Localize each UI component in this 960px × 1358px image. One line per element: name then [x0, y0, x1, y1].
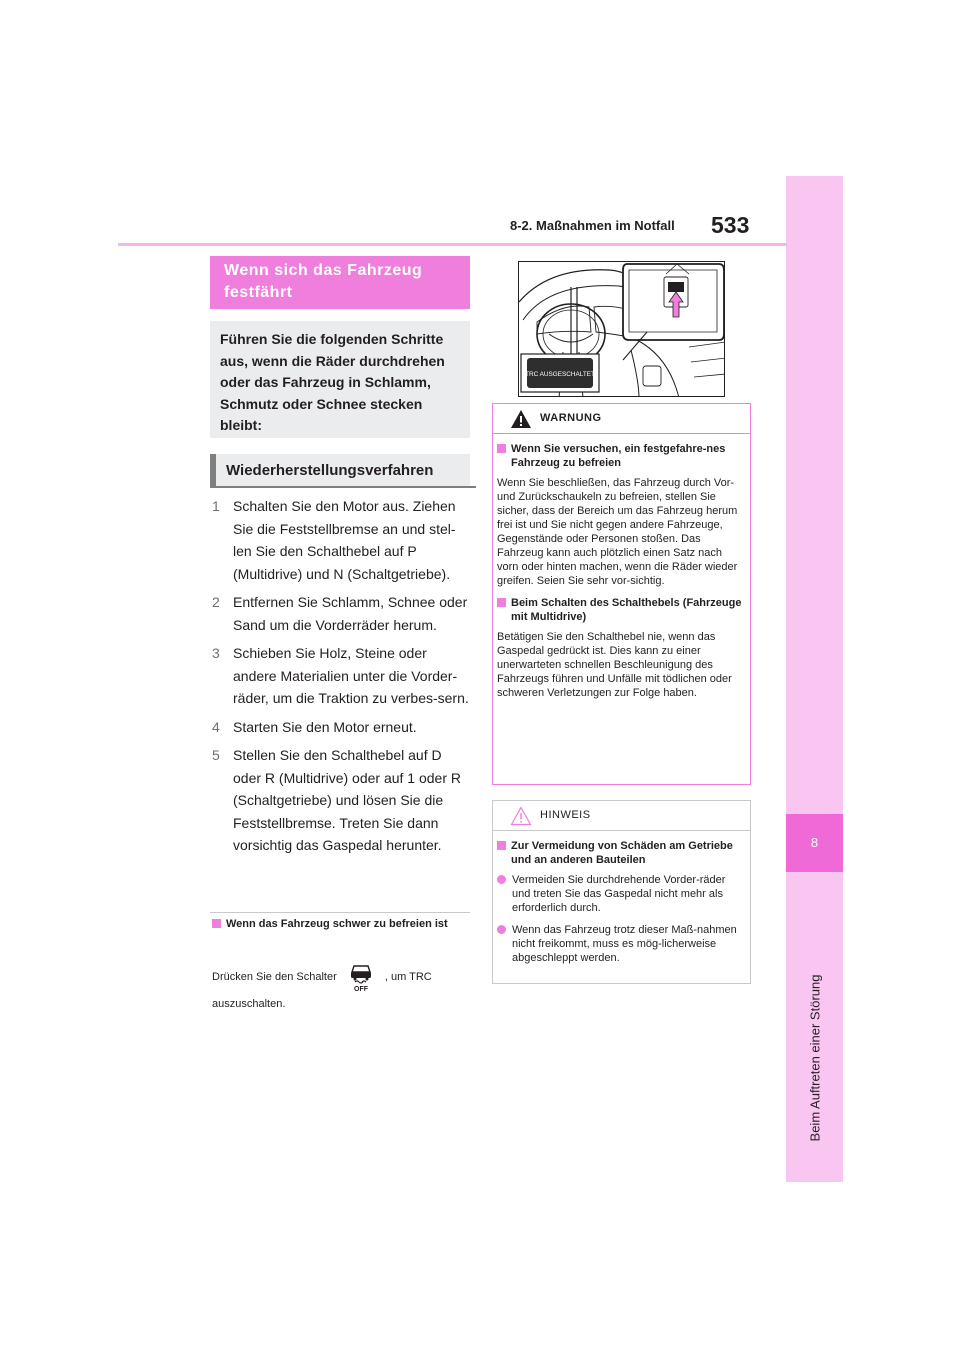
step-text: Schieben Sie Holz, Steine oder andere Materialien unter die Vorder-räder, um die Traktion zu verbes-sern. [233, 645, 469, 706]
warning-label: WARNUNG [540, 412, 602, 424]
warning-box [492, 403, 751, 785]
note-box [492, 800, 751, 984]
step-number: 1 [212, 498, 220, 514]
topic-title: Wenn sich das Fahrzeug festfährt [210, 256, 470, 309]
page-number: 533 [711, 212, 750, 238]
note-header [493, 801, 750, 831]
warning-subtitle [497, 596, 742, 624]
step-item [212, 716, 470, 739]
warning-subtitle-text: Wenn Sie versuchen, ein festgefahre-nes Fahrzeug zu befreien [511, 443, 726, 469]
trc-off-icon [346, 962, 376, 992]
step-number: 4 [212, 718, 220, 735]
svg-text:OFF: OFF [353, 986, 368, 992]
square-bullet-icon [497, 598, 506, 607]
round-bullet-icon [497, 875, 506, 884]
square-bullet-icon [497, 444, 506, 453]
hint-text-before: Drücken Sie den Schalter [212, 970, 337, 983]
warning-body [493, 434, 750, 700]
step-item [212, 642, 470, 710]
note-subtitle [497, 839, 742, 867]
square-bullet-icon [497, 841, 506, 850]
note-item [497, 873, 742, 915]
dashboard-drawing [519, 262, 725, 397]
steps-list [212, 495, 470, 863]
round-bullet-icon [497, 925, 506, 934]
procedure-heading: Wiederherstellungsverfahren [210, 454, 470, 488]
warning-triangle-icon [510, 409, 532, 429]
intro-text: Führen Sie die folgenden Schritte aus, wenn die Räder durchdrehen oder das Fahrzeug in Schlamm, Schmutz oder Schnee stecken bleibt: [210, 321, 470, 438]
hint-text-after: , um TRC [384, 970, 432, 983]
section-reference: 8-2. Maßnahmen im Notfall [510, 218, 675, 233]
step-text: Starten Sie den Motor erneut. [233, 718, 417, 735]
header-rule [118, 243, 787, 246]
warning-paragraph: Wenn Sie beschließen, das Fahrzeug durch Vor- und Zurückschaukeln zu befreien, stellen Sie sicher, dass der Bereich um das Fahrzeug herum frei ist und Sie nicht gegen andere Fahrzeuge, Gegenstände oder Personen stoßen. Das Fahrzeug kann auch plötzlich einen Satz nach vorn oder hinten machen, wenn die Räder wieder greifen. Seien Sie sehr vor-sichtig. [497, 477, 738, 587]
note-body [493, 831, 750, 965]
note-subtitle-text: Zur Vermeidung von Schäden am Getriebe und an anderen Bauteilen [511, 840, 733, 866]
svg-text:TRC AUSGESCHALTET: TRC AUSGESCHALTET [525, 371, 595, 378]
hint-title [212, 917, 470, 931]
step-item [212, 591, 470, 636]
step-text: Schalten Sie den Motor aus. Ziehen Sie die Feststellbremse an und stel-len Sie den Schalthebel auf P (Multidrive) und N (Schaltgetriebe). [233, 498, 456, 582]
hint-body [212, 962, 470, 1016]
warning-subtitle [497, 442, 742, 470]
step-text: Entfernen Sie Schlamm, Schnee oder Sand um die Vorderräder herum. [233, 594, 468, 633]
hint-text-end: auszuschalten. [212, 998, 286, 1010]
step-number: 3 [212, 645, 220, 661]
note-item-text: Wenn das Fahrzeug trotz dieser Maß-nahmen nicht freikommt, muss es mög-licherweise abgeschleppt werden. [512, 924, 737, 964]
warning-paragraph: Betätigen Sie den Schalthebel nie, wenn das Gaspedal gedrückt ist. Dies kann zu einer unerwarteten schnellen Beschleunigung des Fahrzeugs führen und Unfälle mit tödlichen oder schweren Verletzungen zur Folge haben. [497, 631, 732, 699]
step-number: 2 [212, 594, 220, 610]
note-item [497, 923, 742, 965]
note-label: HINWEIS [540, 809, 591, 821]
step-item [212, 744, 470, 857]
hint-title-text: Wenn das Fahrzeug schwer zu befreien ist [226, 918, 448, 930]
step-item [212, 495, 470, 585]
note-item-text: Vermeiden Sie durchdrehende Vorder-räder und treten Sie das Gaspedal nicht mehr als erforderlich durch. [512, 874, 726, 914]
chapter-number: 8 [786, 814, 843, 872]
square-bullet-icon [212, 919, 221, 928]
step-number: 5 [212, 747, 220, 763]
dashboard-illustration [518, 261, 725, 397]
warning-subtitle-text: Beim Schalten des Schalthebels (Fahrzeuge mit Multidrive) [511, 597, 742, 623]
warning-header [493, 404, 750, 434]
step-text: Stellen Sie den Schalthebel auf D oder R (Multidrive) oder auf 1 oder R (Schaltgetriebe) und lösen Sie die Feststellbremse. Treten Sie dann vorsichtig das Gaspedal herunter. [233, 747, 461, 853]
caution-triangle-icon [510, 806, 532, 826]
hint-divider [210, 912, 470, 913]
chapter-title: Beim Auftreten einer Störung [807, 974, 823, 1142]
